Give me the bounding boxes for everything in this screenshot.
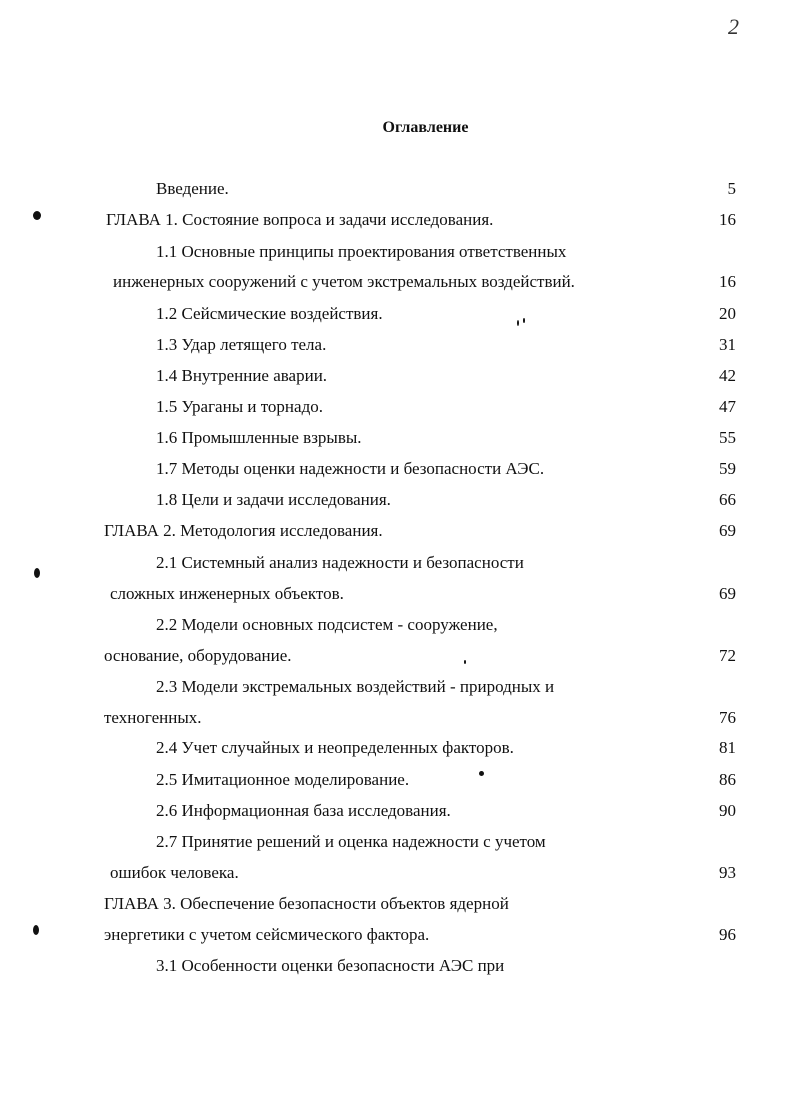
toc-entry-page: 81 <box>719 738 736 757</box>
scan-speck <box>33 925 39 935</box>
toc-entry-text: энергетики с учетом сейсмического фактора. <box>104 925 430 944</box>
page-number: 2 <box>728 14 739 39</box>
scan-speck <box>34 568 40 578</box>
toc-entry-page: 86 <box>719 770 736 789</box>
toc-entry-page: 69 <box>719 521 736 540</box>
scan-speck <box>479 771 484 776</box>
toc-entry-page: 31 <box>719 335 736 354</box>
toc-entry-text: 2.4 Учет случайных и неопределенных факторов. <box>156 738 514 757</box>
scan-speck <box>464 660 466 664</box>
scan-speck <box>33 211 41 220</box>
toc-entry-page: 42 <box>719 366 736 385</box>
toc-entry-page: 20 <box>719 304 736 323</box>
toc-entry-page: 66 <box>719 490 736 509</box>
toc-entry-text: Введение. <box>156 179 229 198</box>
toc-entry-text: 2.5 Имитационное моделирование. <box>156 770 410 789</box>
toc-entry-page: 72 <box>719 646 736 665</box>
toc-entry-page: 93 <box>719 863 736 882</box>
toc-title: Оглавление <box>382 119 469 136</box>
toc-entry-page: 16 <box>719 210 736 229</box>
toc-entry-page: 5 <box>727 179 736 198</box>
toc-entry-text: 1.3 Удар летящего тела. <box>156 335 327 354</box>
toc-entry-text: ГЛАВА 3. Обеспечение безопасности объектов ядерной <box>104 894 509 913</box>
toc-entry-text: основание, оборудование. <box>104 646 292 665</box>
toc-entry-text: 2.3 Модели экстремальных воздействий - природных и <box>156 677 555 696</box>
toc-entry-text: 1.7 Методы оценки надежности и безопасности АЭС. <box>156 459 545 478</box>
toc-entry-page: 76 <box>719 708 736 727</box>
toc-entry-text: 3.1 Особенности оценки безопасности АЭС при <box>156 956 505 975</box>
toc-entry-page: 55 <box>719 428 736 447</box>
toc-entry-text: инженерных сооружений с учетом экстремальных воздействий. <box>113 272 575 291</box>
toc-entry-text: 2.1 Системный анализ надежности и безопасности <box>156 553 524 572</box>
toc-entry-text: 1.4 Внутренние аварии. <box>156 366 328 385</box>
toc-entry-page: 16 <box>719 272 736 291</box>
toc-entry-page: 59 <box>719 459 736 478</box>
toc-entry-page: 96 <box>719 925 736 944</box>
toc-entry-text: сложных инженерных объектов. <box>110 584 344 603</box>
toc-entry-text: 1.1 Основные принципы проектирования ответственных <box>156 242 567 261</box>
scan-speck <box>517 320 519 326</box>
toc-entry-text: 1.5 Ураганы и торнадо. <box>156 397 323 416</box>
toc-entry-page: 47 <box>719 397 736 416</box>
toc-entry-text: 1.6 Промышленные взрывы. <box>156 428 362 447</box>
toc-entry-page: 90 <box>719 801 736 820</box>
toc-entry-text: ГЛАВА 2. Методология исследования. <box>104 521 383 540</box>
toc-entry-text: 1.2 Сейсмические воздействия. <box>156 304 383 323</box>
toc-entry-text: 1.8 Цели и задачи исследования. <box>156 490 391 509</box>
toc-entry-text: 2.2 Модели основных подсистем - сооружение, <box>156 615 498 634</box>
toc-entry-text: техногенных. <box>104 708 202 727</box>
toc-entry-text: ГЛАВА 1. Состояние вопроса и задачи исследования. <box>106 210 494 229</box>
toc-entry-text: ошибок человека. <box>110 863 239 882</box>
toc-entry-text: 2.6 Информационная база исследования. <box>156 801 451 820</box>
toc-entry-page: 69 <box>719 584 736 603</box>
toc-entry-text: 2.7 Принятие решений и оценка надежности с учетом <box>156 832 546 851</box>
scan-speck <box>523 318 525 323</box>
